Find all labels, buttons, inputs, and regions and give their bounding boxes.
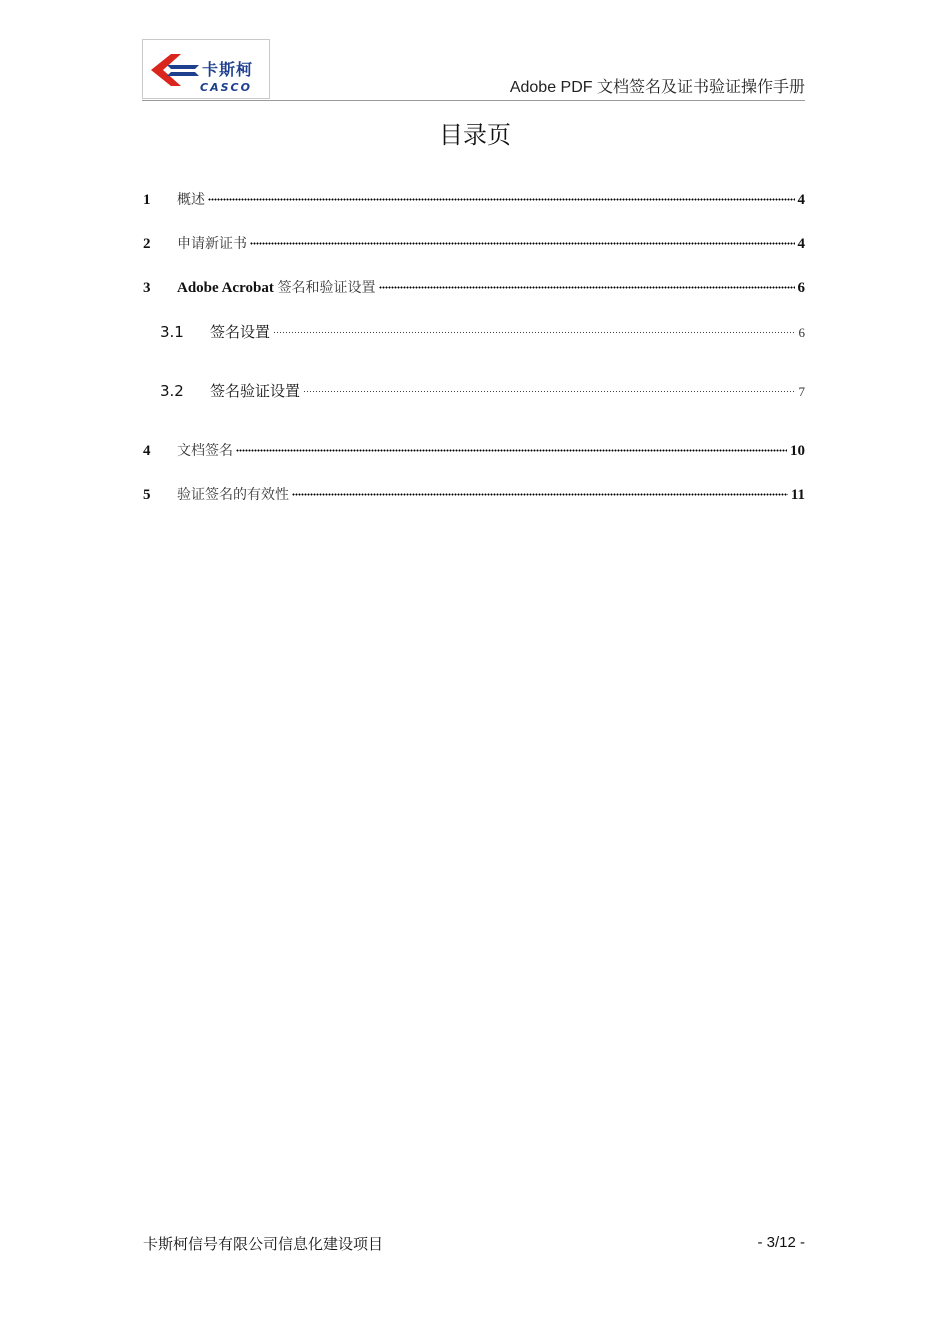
toc-entry-3-1[interactable] (160, 321, 805, 342)
toc-leader (236, 440, 787, 455)
toc-leader (379, 277, 795, 292)
toc-entry-3-2[interactable] (160, 380, 805, 401)
toc-number: 3 (143, 280, 151, 296)
toc-entry-4[interactable] (143, 440, 805, 460)
toc-number: 1 (143, 192, 151, 208)
company-logo (142, 39, 270, 99)
toc-page-number: 4 (797, 236, 805, 252)
footer-project-name: 卡斯柯信号有限公司信息化建设项目 (143, 1235, 384, 1253)
toc-label: 签名验证设置 (210, 382, 301, 400)
toc-page-number: 4 (797, 192, 805, 208)
toc-entry-1[interactable] (143, 189, 805, 209)
toc-page-number: 10 (790, 443, 805, 459)
toc-leader (303, 381, 795, 396)
toc-number: 3.2 (160, 382, 184, 400)
casco-logo-mark-icon (149, 52, 201, 88)
toc-label: 验证签名的有效性 (177, 487, 289, 503)
toc-number: 5 (143, 487, 151, 503)
page-heading: 目录页 (439, 121, 511, 149)
footer-page-number: - 3/12 - (757, 1234, 805, 1251)
toc-page-number: 6 (797, 280, 805, 296)
toc-entry-3[interactable] (143, 277, 805, 297)
toc-page-number: 6 (798, 325, 805, 340)
toc-label: 申请新证书 (177, 236, 247, 252)
logo-en-text: CASCO (200, 81, 252, 94)
toc-entry-2[interactable] (143, 233, 805, 253)
toc-leader (250, 233, 795, 248)
toc-number: 4 (143, 443, 151, 459)
toc-label: 概述 (177, 192, 205, 208)
logo-cn-text: 卡斯柯 (202, 60, 254, 79)
toc-entry-5[interactable] (143, 484, 805, 504)
document-title: Adobe PDF 文档签名及证书验证操作手册 (509, 79, 805, 96)
toc-page-number: 7 (798, 384, 805, 399)
toc-page-number: 11 (790, 487, 805, 503)
toc-leader (292, 484, 788, 499)
toc-leader (273, 322, 795, 337)
header-divider (142, 100, 805, 101)
toc-number: 3.1 (160, 323, 184, 341)
toc-number: 2 (143, 236, 151, 252)
toc-label: 文档签名 (177, 443, 233, 459)
toc-leader (208, 189, 795, 204)
toc-label: Adobe Acrobat 签名和验证设置 (177, 280, 376, 296)
toc-label: 签名设置 (210, 323, 271, 341)
